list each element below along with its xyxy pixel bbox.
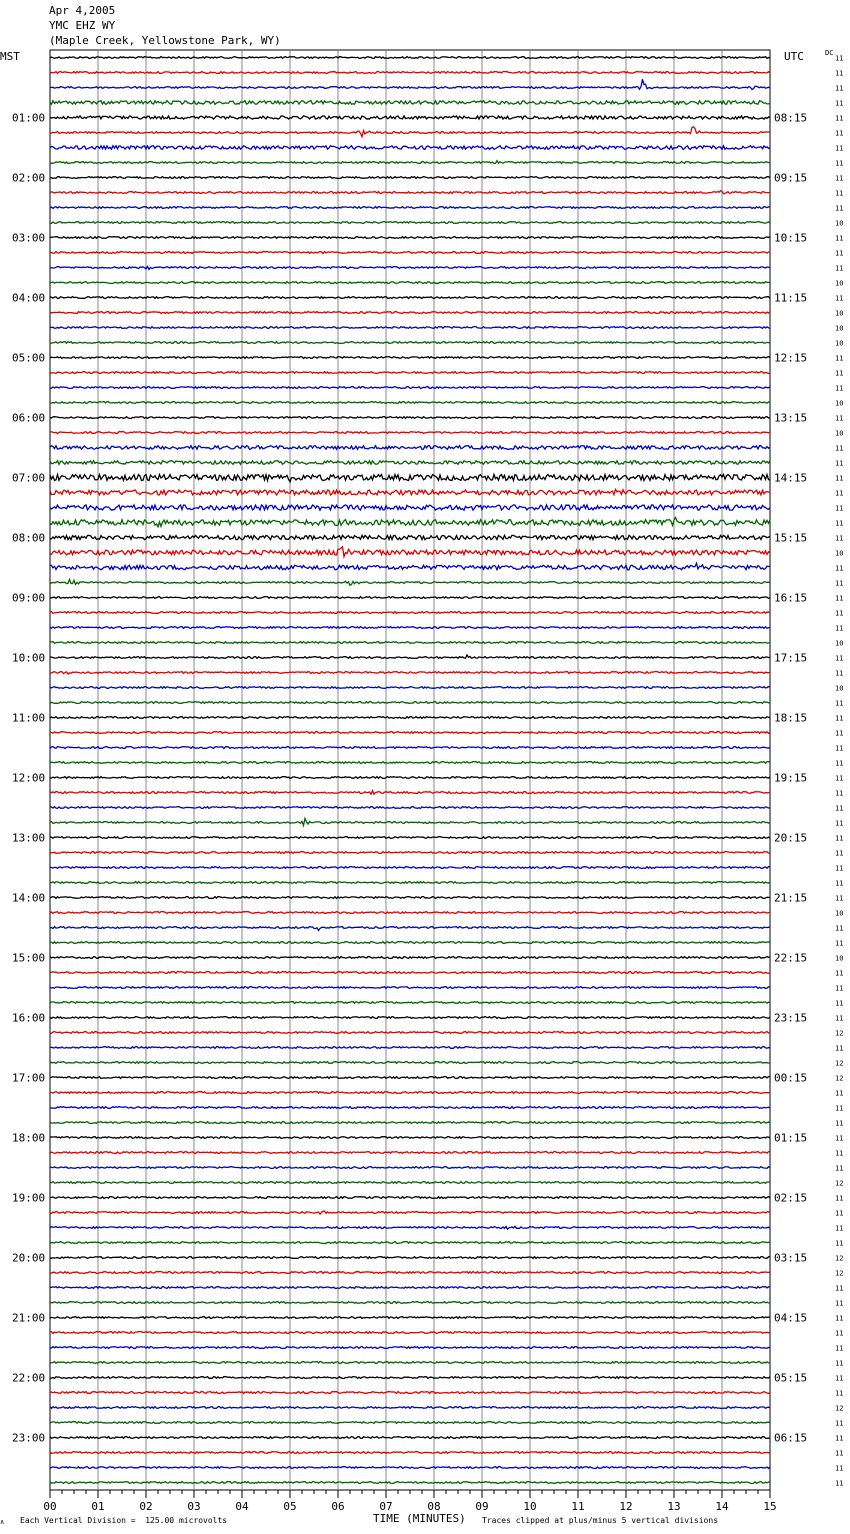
trace-row	[50, 222, 770, 224]
dc-offset-value: 10	[835, 279, 844, 288]
dc-offset-value: 11	[835, 474, 844, 483]
trace-row	[50, 1032, 770, 1034]
dc-offset-value: 11	[835, 1464, 844, 1473]
left-hour-label: 05:00	[12, 351, 46, 365]
trace-row	[50, 627, 770, 629]
dc-offset-value: 12	[835, 1269, 844, 1278]
trace-row	[50, 191, 770, 194]
trace-row	[50, 1332, 770, 1334]
dc-offset-value: 11	[835, 774, 844, 783]
dc-offset-value: 11	[835, 114, 844, 123]
left-hour-label: 04:00	[12, 291, 46, 305]
trace-row	[50, 252, 770, 254]
trace-row	[50, 1272, 770, 1274]
dc-offset-value: 11	[835, 969, 844, 978]
trace-row	[50, 282, 770, 284]
left-hour-label: 02:00	[12, 171, 46, 185]
dc-offset-value: 11	[835, 894, 844, 903]
trace-row	[50, 687, 770, 689]
dc-offset-value: 11	[835, 744, 844, 753]
right-hour-label: 11:15	[774, 291, 808, 305]
dc-offset-value: 11	[835, 999, 844, 1008]
trace-row	[50, 807, 770, 809]
trace-row	[50, 642, 770, 644]
left-hour-label: 16:00	[12, 1011, 46, 1025]
trace-row	[50, 579, 770, 585]
dc-offset-value: 11	[835, 1359, 844, 1368]
trace-row	[50, 1047, 770, 1049]
trace-row	[50, 101, 770, 105]
dc-offset-value: 10	[835, 639, 844, 648]
trace-row	[50, 597, 770, 599]
trace-row	[50, 852, 770, 854]
trace-row	[50, 535, 770, 539]
dc-offset-value: 11	[835, 834, 844, 843]
left-hour-label: 07:00	[12, 471, 46, 485]
dc-offset-value: 12	[835, 1254, 844, 1263]
left-hour-label: 06:00	[12, 411, 46, 425]
dc-offset-value: 11	[835, 69, 844, 78]
trace-row	[50, 267, 770, 270]
x-tick-label: 08	[427, 1500, 441, 1513]
dc-offset-value: 11	[835, 1299, 844, 1308]
dc-offset-value: 10	[835, 549, 844, 558]
trace-row	[50, 417, 770, 419]
trace-row	[50, 116, 770, 119]
trace-row	[50, 818, 770, 825]
dc-offset-value: 11	[835, 1119, 844, 1128]
dc-offset-value: 11	[835, 879, 844, 888]
dc-offset-value: 12	[835, 1029, 844, 1038]
x-tick-label: 15	[763, 1500, 777, 1513]
dc-offset-value: 11	[835, 1329, 844, 1338]
dc-offset-value: 11	[835, 759, 844, 768]
dc-offset-value: 11	[835, 1224, 844, 1233]
dc-offset-value: 11	[835, 99, 844, 108]
dc-offset-value: 11	[835, 1044, 844, 1053]
trace-row	[50, 327, 770, 329]
trace-row	[50, 1197, 770, 1199]
left-hour-label: 14:00	[12, 891, 46, 905]
trace-row	[50, 1242, 770, 1244]
dc-offset-value: 11	[835, 414, 844, 423]
dc-offset-value: 11	[835, 264, 844, 273]
right-hour-label: 23:15	[774, 1011, 808, 1025]
dc-offset-value: 12	[835, 1074, 844, 1083]
dc-offset-value: 10	[835, 219, 844, 228]
dc-offset-value: 11	[835, 384, 844, 393]
right-timezone-label: UTC	[784, 50, 804, 63]
trace-row	[50, 791, 770, 795]
right-hour-label: 03:15	[774, 1251, 808, 1265]
dc-offset-value: 12	[835, 1179, 844, 1188]
trace-row	[50, 1347, 770, 1349]
trace-row	[50, 987, 770, 989]
right-hour-label: 02:15	[774, 1191, 808, 1205]
dc-offset-value: 11	[835, 1104, 844, 1113]
trace-row	[50, 927, 770, 931]
dc-offset-value: 10	[835, 324, 844, 333]
x-tick-label: 13	[667, 1500, 681, 1513]
trace-row	[50, 1077, 770, 1079]
dc-offset-value: 11	[835, 159, 844, 168]
x-tick-label: 06	[331, 1500, 345, 1513]
x-tick-label: 07	[379, 1500, 393, 1513]
trace-row	[50, 1422, 770, 1424]
x-tick-label: 11	[571, 1500, 585, 1513]
dc-offset-value: 11	[835, 354, 844, 363]
trace-row	[50, 732, 770, 734]
trace-row	[50, 297, 770, 299]
dc-offset-value: 11	[835, 189, 844, 198]
dc-offset-value: 10	[835, 954, 844, 963]
dc-offset-value: 11	[835, 534, 844, 543]
right-hour-label: 18:15	[774, 711, 808, 725]
dc-offset-value: 11	[835, 924, 844, 933]
x-tick-label: 02	[139, 1500, 153, 1513]
trace-row	[50, 72, 770, 74]
x-tick-label: 03	[187, 1500, 201, 1513]
dc-offset-value: 11	[835, 984, 844, 993]
dc-offset-value: 11	[835, 249, 844, 258]
dc-offset-value: 11	[835, 1419, 844, 1428]
trace-row	[50, 57, 770, 59]
dc-offset-value: 11	[835, 294, 844, 303]
scale-note: Each Vertical Division = 125.00 microvolts	[20, 1516, 228, 1525]
trace-row	[50, 882, 770, 884]
trace-row	[50, 207, 770, 209]
dc-offset-value: 11	[835, 519, 844, 528]
x-tick-label: 12	[619, 1500, 633, 1513]
dc-offset-value: 11	[835, 729, 844, 738]
trace-row	[50, 1467, 770, 1469]
dc-offset-value: 11	[835, 1209, 844, 1218]
left-hour-label: 09:00	[12, 591, 46, 605]
left-hour-label: 08:00	[12, 531, 46, 545]
trace-row	[50, 1092, 770, 1094]
right-hour-label: 06:15	[774, 1431, 808, 1445]
dc-offset-value: 11	[835, 699, 844, 708]
trace-row	[50, 1152, 770, 1154]
dc-offset-value: 11	[835, 579, 844, 588]
left-hour-label: 15:00	[12, 951, 46, 965]
dc-offset-value: 11	[835, 144, 844, 153]
trace-row	[50, 1122, 770, 1124]
trace-row	[50, 972, 770, 974]
trace-row	[50, 942, 770, 944]
dc-offset-value: 10	[835, 684, 844, 693]
right-hour-label: 13:15	[774, 411, 808, 425]
dc-offset-value: 11	[835, 1239, 844, 1248]
trace-row	[50, 1392, 770, 1394]
left-hour-label: 11:00	[12, 711, 46, 725]
trace-row	[50, 1257, 770, 1259]
x-tick-label: 00	[43, 1500, 57, 1513]
dc-offset-value: 10	[835, 399, 844, 408]
dc-offset-value: 11	[835, 669, 844, 678]
right-hour-label: 17:15	[774, 651, 808, 665]
x-tick-label: 10	[523, 1500, 537, 1513]
x-tick-label: 01	[91, 1500, 105, 1513]
left-hour-label: 01:00	[12, 111, 46, 125]
dc-offset-value: 11	[835, 1014, 844, 1023]
trace-row	[50, 867, 770, 869]
trace-row	[50, 1362, 770, 1364]
left-hour-label: 23:00	[12, 1431, 46, 1445]
trace-row	[50, 672, 770, 675]
dc-offset-value: 11	[835, 624, 844, 633]
corner-mark: ∧	[0, 1518, 5, 1526]
dc-offset-value: 11	[835, 789, 844, 798]
dc-offset-value: 11	[835, 1374, 844, 1383]
left-hour-label: 18:00	[12, 1131, 46, 1145]
right-hour-label: 01:15	[774, 1131, 808, 1145]
trace-row	[50, 342, 770, 344]
dc-offset-value: 11	[835, 1434, 844, 1443]
trace-row	[50, 161, 770, 164]
trace-row	[50, 1437, 770, 1439]
trace-row	[50, 79, 770, 89]
dc-offset-value: 11	[835, 1149, 844, 1158]
left-hour-label: 19:00	[12, 1191, 46, 1205]
trace-row	[50, 702, 770, 704]
dc-offset-value: 11	[835, 849, 844, 858]
left-hour-label: 13:00	[12, 831, 46, 845]
dc-offset-value: 11	[835, 1449, 844, 1458]
dc-offset-value: 11	[835, 129, 844, 138]
right-hour-label: 08:15	[774, 111, 808, 125]
dc-offset-value: 11	[835, 804, 844, 813]
trace-row	[50, 912, 770, 914]
x-tick-label: 04	[235, 1500, 249, 1513]
dc-offset-value: 11	[835, 654, 844, 663]
trace-row	[50, 762, 770, 764]
trace-row	[50, 146, 770, 150]
trace-row	[50, 547, 770, 557]
dc-offset-value: 10	[835, 429, 844, 438]
dc-offset-value: 11	[835, 594, 844, 603]
dc-offset-value: 11	[835, 489, 844, 498]
left-hour-label: 12:00	[12, 771, 46, 785]
right-hour-label: 19:15	[774, 771, 808, 785]
left-hour-label: 03:00	[12, 231, 46, 245]
trace-row	[50, 1452, 770, 1454]
location-label: (Maple Creek, Yellowstone Park, WY)	[49, 34, 281, 47]
trace-row	[50, 357, 770, 359]
date-label: Apr 4,2005	[49, 4, 116, 17]
dc-offset-value: 12	[835, 1404, 844, 1413]
trace-row	[50, 1017, 770, 1019]
x-tick-label: 14	[715, 1500, 729, 1513]
trace-row	[50, 372, 770, 374]
left-hour-label: 20:00	[12, 1251, 46, 1265]
x-axis-label: TIME (MINUTES)	[373, 1512, 466, 1525]
trace-row	[50, 1302, 770, 1304]
dc-offset-value: 11	[835, 1194, 844, 1203]
dc-offset-value: 10	[835, 309, 844, 318]
trace-row	[50, 237, 770, 239]
dc-offset-value: 11	[835, 1134, 844, 1143]
trace-row	[50, 1482, 770, 1484]
dc-offset-value: 11	[835, 564, 844, 573]
trace-row	[50, 1137, 770, 1139]
trace-row	[50, 505, 770, 510]
trace-row	[50, 1107, 770, 1109]
trace-row	[50, 897, 770, 899]
trace-row	[50, 127, 770, 137]
trace-row	[50, 475, 770, 482]
dc-offset-value: 11	[835, 1389, 844, 1398]
left-hour-label: 22:00	[12, 1371, 46, 1385]
trace-row	[50, 461, 770, 465]
dc-offset-value: 11	[835, 459, 844, 468]
trace-row	[50, 612, 770, 614]
right-hour-label: 14:15	[774, 471, 808, 485]
right-hour-label: 12:15	[774, 351, 808, 365]
trace-row	[50, 1002, 770, 1004]
trace-row	[50, 957, 770, 959]
left-hour-label: 10:00	[12, 651, 46, 665]
dc-offset-value: 11	[835, 369, 844, 378]
dc-offset-value: 11	[835, 1479, 844, 1488]
right-hour-label: 05:15	[774, 1371, 808, 1385]
right-hour-label: 00:15	[774, 1071, 808, 1085]
dc-offset-value: 10	[835, 909, 844, 918]
station-label: YMC EHZ WY	[49, 19, 116, 32]
right-hour-label: 09:15	[774, 171, 808, 185]
dc-offset-value: 11	[835, 54, 844, 63]
trace-row	[50, 1317, 770, 1319]
trace-row	[50, 432, 770, 434]
trace-row	[50, 747, 770, 749]
trace-row	[50, 777, 770, 779]
right-hour-label: 16:15	[774, 591, 808, 605]
plot-frame	[50, 50, 770, 1490]
dc-offset-value: 11	[835, 864, 844, 873]
x-tick-label: 05	[283, 1500, 297, 1513]
left-hour-label: 17:00	[12, 1071, 46, 1085]
dc-offset-value: 11	[835, 234, 844, 243]
trace-row	[50, 402, 770, 404]
right-hour-label: 21:15	[774, 891, 808, 905]
dc-offset-value: 12	[835, 1059, 844, 1068]
trace-row	[50, 837, 770, 839]
dc-offset-value: 11	[835, 1314, 844, 1323]
x-tick-label: 09	[475, 1500, 489, 1513]
dc-offset-value: 11	[835, 1089, 844, 1098]
trace-row	[50, 312, 770, 314]
dc-offset-value: 11	[835, 204, 844, 213]
trace-row	[50, 1287, 770, 1289]
trace-row	[50, 518, 770, 527]
trace-row	[50, 655, 770, 658]
dc-offset-value: 11	[835, 84, 844, 93]
right-hour-label: 20:15	[774, 831, 808, 845]
trace-row	[50, 489, 770, 495]
dc-offset-value: 11	[835, 819, 844, 828]
trace-row	[50, 446, 770, 450]
clip-note: Traces clipped at plus/minus 5 vertical divisions	[482, 1516, 719, 1525]
trace-row	[50, 387, 770, 389]
dc-offset-value: 11	[835, 939, 844, 948]
trace-row	[50, 1407, 770, 1409]
trace-row	[50, 1211, 770, 1214]
dc-offset-value: 11	[835, 1164, 844, 1173]
right-hour-label: 04:15	[774, 1311, 808, 1325]
dc-offset-value: 11	[835, 609, 844, 618]
left-hour-label: 21:00	[12, 1311, 46, 1325]
dc-offset-value: 11	[835, 1344, 844, 1353]
right-hour-label: 15:15	[774, 531, 808, 545]
right-hour-label: 10:15	[774, 231, 808, 245]
right-hour-label: 22:15	[774, 951, 808, 965]
trace-row	[50, 717, 770, 719]
trace-row	[50, 1377, 770, 1379]
trace-row	[50, 1167, 770, 1169]
dc-offset-value: 10	[835, 339, 844, 348]
dc-label: DC	[825, 49, 834, 57]
trace-row	[50, 1182, 770, 1184]
left-timezone-label: MST	[0, 50, 20, 63]
dc-offset-value: 11	[835, 504, 844, 513]
trace-row	[50, 177, 770, 179]
dc-offset-value: 11	[835, 1284, 844, 1293]
dc-offset-value: 11	[835, 174, 844, 183]
dc-offset-value: 11	[835, 714, 844, 723]
trace-row	[50, 563, 770, 570]
trace-row	[50, 1062, 770, 1064]
dc-offset-value: 11	[835, 444, 844, 453]
trace-row	[50, 1226, 770, 1229]
